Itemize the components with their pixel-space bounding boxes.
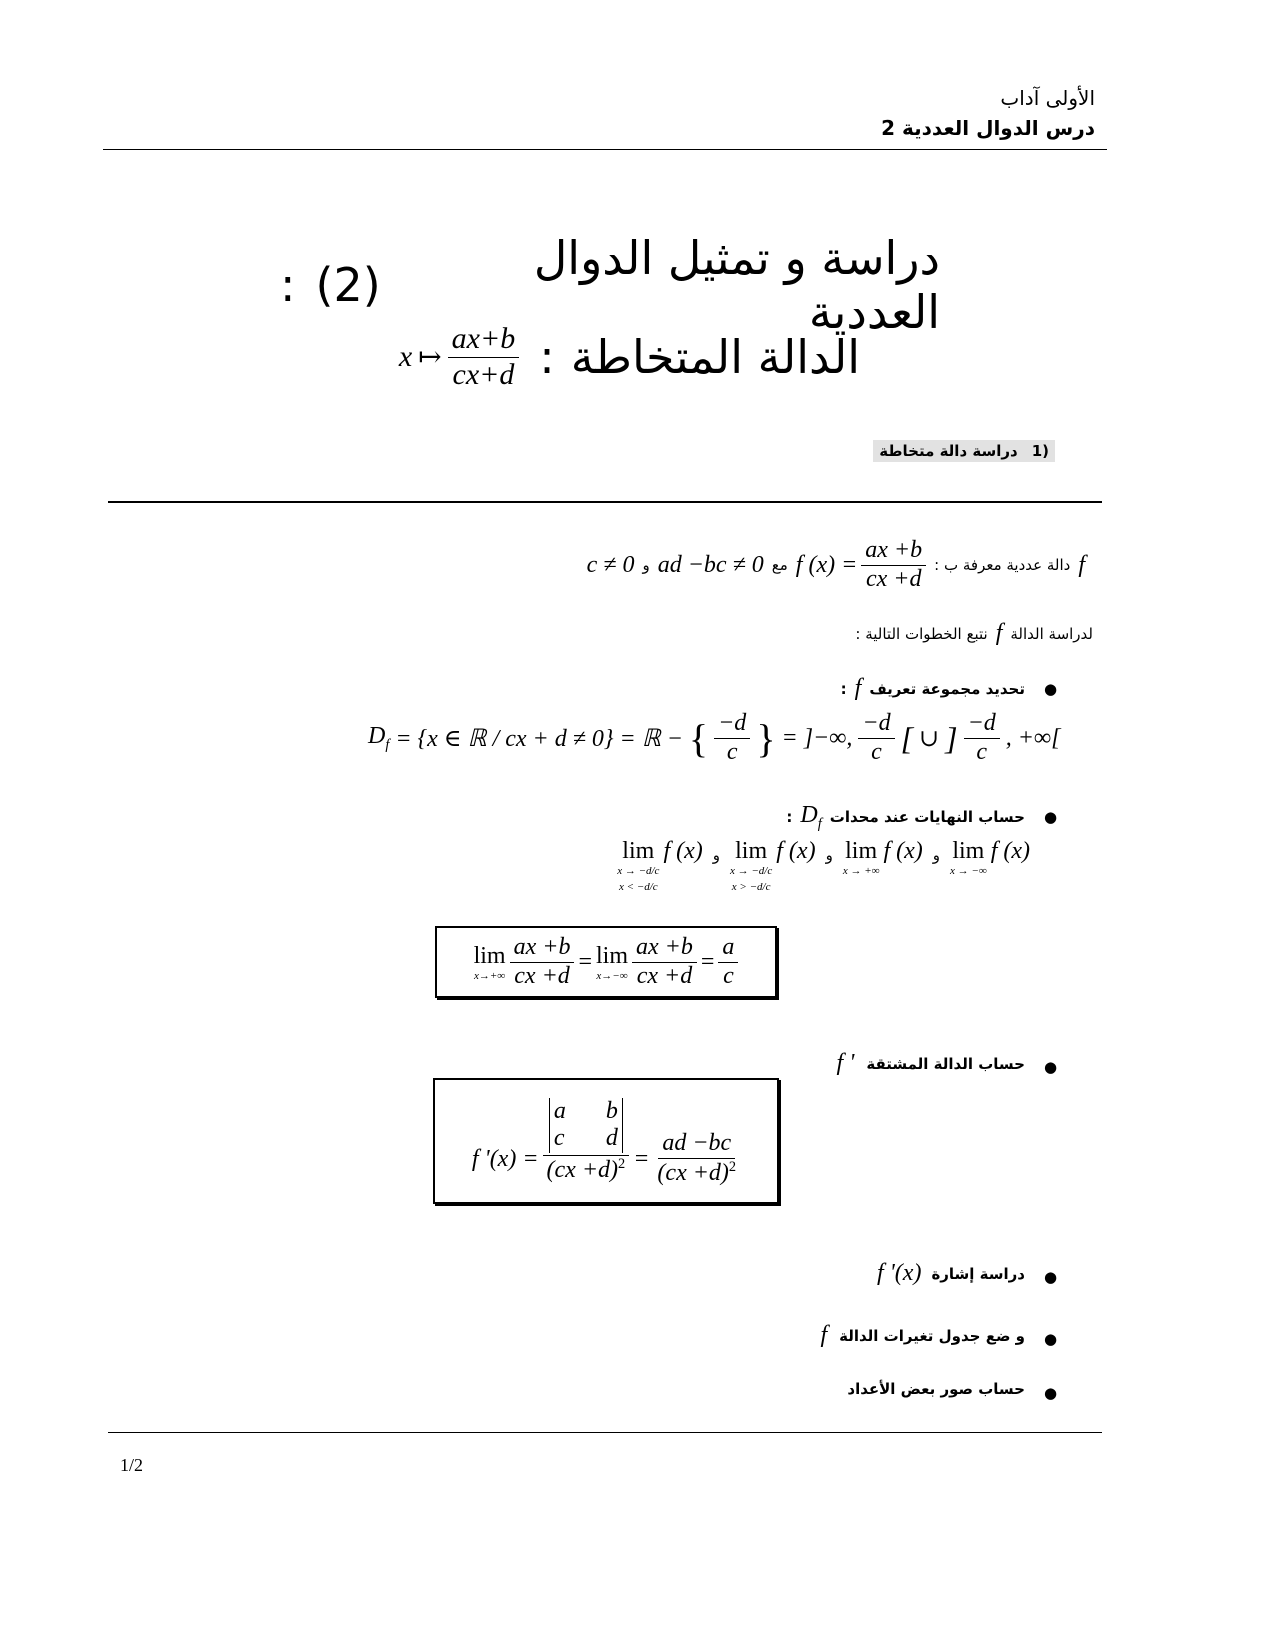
limit-and-3: و — [712, 846, 720, 864]
bullet-table-var: f — [820, 1322, 828, 1348]
deriv-lhs: f '(x) = — [471, 1145, 539, 1172]
det-c: c — [553, 1125, 565, 1152]
footer-rule — [108, 1432, 1102, 1433]
box-lim-sub: x→+∞ — [474, 969, 506, 982]
domain-int1-start: ]−∞, — [803, 724, 853, 751]
limit-sub: x > −d/c — [731, 881, 771, 893]
limit-and-1: و — [932, 846, 941, 864]
box-num: ax +b — [632, 934, 697, 963]
limit-sub: x < −d/c — [618, 881, 658, 893]
box-eq-2: = — [700, 948, 715, 975]
domain-formula — [368, 702, 1060, 774]
domain-int2-den: c — [976, 738, 988, 765]
box-den: cx +d — [636, 962, 693, 989]
domain-int2-end: , +∞[ — [1005, 724, 1061, 751]
title-fraction-den: cx+d — [452, 357, 515, 391]
def-num: ax +b — [861, 537, 926, 566]
domain-int2-frac — [964, 710, 1000, 766]
def-cond2: c ≠ 0 — [586, 551, 635, 578]
section-title: دراسة دالة متخاطة — [879, 442, 1018, 460]
title-text-2: الدالة المتخاطة — [570, 330, 860, 384]
bullet-limits — [786, 802, 1025, 833]
section-heading — [873, 440, 1055, 462]
title-map-var: x — [398, 340, 413, 373]
domain-brace-num: −d — [714, 710, 750, 739]
bullet-dot-derivative: ● — [1044, 1058, 1058, 1076]
def-and: و — [642, 556, 650, 574]
bullet-sign-var: f '(x) — [877, 1260, 922, 1286]
bullet-dot-sign: ● — [1044, 1268, 1058, 1286]
box-eq-1: = — [578, 948, 592, 975]
domain-eq: = — [781, 724, 798, 751]
title-number: (2) — [315, 258, 381, 312]
domain-brace-den: c — [726, 738, 738, 765]
title-map-arrow: ↦ — [418, 342, 442, 373]
header-lesson: درس الدوال العددية 2 — [881, 116, 1095, 140]
domain-int1-end: [ — [900, 719, 914, 756]
def-cond1: ad −bc ≠ 0 — [657, 551, 764, 578]
limit-and-2: و — [825, 846, 833, 864]
def-text: دالة عددية معرفة ب : — [934, 556, 1071, 574]
bullet-dot-table: ● — [1044, 1330, 1058, 1348]
limits-row — [500, 838, 1030, 928]
limit-sub: x → −d/c — [617, 865, 660, 877]
domain-int2-start: ] — [945, 719, 958, 756]
det-a: a — [553, 1097, 566, 1124]
def-lhs: f (x) = — [795, 551, 858, 578]
deriv-num-2: ad −bc — [658, 1130, 735, 1159]
limit-item-pos-inf — [843, 838, 923, 877]
deriv-det — [549, 1098, 623, 1153]
page-number: 1/2 — [120, 1455, 144, 1475]
def-fraction — [861, 537, 926, 593]
deriv-eq: = — [633, 1145, 650, 1172]
box-lim: lim — [473, 942, 506, 969]
title-colon-2: : — [539, 330, 555, 384]
bullet-limits-var: $D_f$ — [800, 802, 822, 832]
box-frac-result — [718, 934, 738, 990]
title-colon-1: : — [280, 258, 296, 312]
bullet-limits-colon: : — [786, 808, 793, 827]
deriv-den-1: (cx +d)$^2$ — [546, 1155, 626, 1183]
box-frac-1 — [510, 934, 575, 990]
box-lim-neg — [596, 943, 628, 982]
deriv-exp-1: 2 — [618, 1155, 626, 1172]
limit-item-neg-inf — [950, 838, 1030, 877]
limit-lim: lim — [845, 838, 878, 864]
def-with: مع — [771, 556, 788, 574]
bullet-dot-limits: ● — [1044, 808, 1058, 826]
domain-int2-num: −d — [964, 710, 1000, 739]
bullet-domain-colon: : — [840, 679, 847, 698]
header-rule — [103, 149, 1107, 150]
def-formula — [796, 537, 926, 593]
bullet-limits-sub: f — [817, 815, 822, 832]
domain-union: ∪ — [919, 725, 940, 752]
steps-text-a: لدراسة الدالة — [1010, 624, 1093, 643]
limits-box — [435, 926, 777, 998]
bullet-table-label: و ضع جدول تغيرات الدالة — [839, 1326, 1025, 1345]
domain-int1-num: −d — [858, 710, 894, 739]
box-lim-sub: x→−∞ — [596, 969, 628, 982]
deriv-frac-2 — [653, 1130, 740, 1187]
bullet-derivative — [837, 1050, 1025, 1077]
box-frac-2 — [632, 934, 697, 990]
header-level: الأولى آداب — [1000, 86, 1095, 110]
box-num: ax +b — [510, 934, 575, 963]
box-den: cx +d — [514, 962, 570, 989]
domain-brace-open: { — [688, 715, 709, 761]
limit-fx: f (x) — [883, 838, 923, 864]
domain-brace-close: } — [756, 715, 776, 761]
bullet-sign-label: دراسة إشارة — [931, 1264, 1025, 1283]
title-text-1: دراسة و تمثيل الدوال العددية — [533, 231, 940, 339]
bullet-derivative-var: f ' — [836, 1050, 855, 1076]
steps-f: f — [995, 620, 1003, 646]
limit-lim: lim — [735, 838, 768, 864]
bullet-dot-domain: ● — [1044, 680, 1058, 698]
box-lim: lim — [596, 942, 629, 969]
limit-lim: lim — [622, 838, 655, 864]
box-lim-pos — [474, 943, 506, 982]
box-res-den: c — [723, 962, 734, 989]
title-fraction-num: ax+b — [448, 322, 520, 358]
bullet-domain-label: تحديد مجموعة تعريف — [869, 679, 1025, 698]
bullet-table — [820, 1322, 1025, 1349]
det-b: b — [605, 1097, 618, 1124]
def-f: f — [1078, 551, 1085, 578]
domain-lhs-sub: f — [385, 736, 390, 753]
bullet-domain — [841, 675, 1025, 702]
steps-text-b: نتبع الخطوات التالية : — [855, 624, 988, 643]
deriv-den-2: (cx +d)$^2$ — [657, 1159, 737, 1186]
title-fraction — [448, 322, 520, 392]
domain-int1-den: c — [871, 738, 882, 765]
box-res-num: a — [718, 934, 738, 963]
section-rule — [108, 501, 1102, 503]
limit-fx: f (x) — [990, 838, 1030, 864]
limit-item-left — [617, 838, 703, 893]
bullet-derivative-label: حساب الدالة المشتقة — [866, 1054, 1025, 1073]
bullet-dot-images: ● — [1044, 1384, 1058, 1402]
bullet-domain-var: f — [854, 675, 862, 701]
limit-fx: f (x) — [663, 838, 703, 864]
deriv-exp-2: 2 — [728, 1159, 737, 1175]
bullet-images-label: حساب صور بعض الأعداد — [847, 1380, 1025, 1398]
domain-lhs: $D_f$ — [368, 722, 390, 753]
limit-fx: f (x) — [776, 838, 816, 864]
domain-brace-frac — [714, 710, 750, 766]
bullet-limits-label: حساب النهايات عند محدات — [829, 808, 1025, 827]
det-d: d — [605, 1125, 618, 1152]
definition-line — [587, 530, 1085, 600]
limit-sub: x → −d/c — [730, 865, 773, 877]
domain-set: = {x ∈ ℝ / cx + d ≠ 0} = ℝ − — [395, 725, 683, 752]
steps-intro — [855, 620, 1093, 647]
derivative-box — [433, 1078, 779, 1204]
bullet-sign — [877, 1260, 1025, 1287]
limit-item-right — [730, 838, 816, 893]
page-title-line2 — [360, 318, 860, 396]
section-number: 1) — [1031, 442, 1049, 460]
limit-sub: x → +∞ — [842, 865, 880, 877]
limit-lim: lim — [952, 838, 985, 864]
bullet-images — [847, 1380, 1025, 1398]
limit-sub: x → −∞ — [950, 865, 987, 877]
deriv-frac-det — [543, 1098, 630, 1185]
def-den: cx +d — [865, 565, 922, 592]
domain-int1-frac — [858, 710, 894, 766]
